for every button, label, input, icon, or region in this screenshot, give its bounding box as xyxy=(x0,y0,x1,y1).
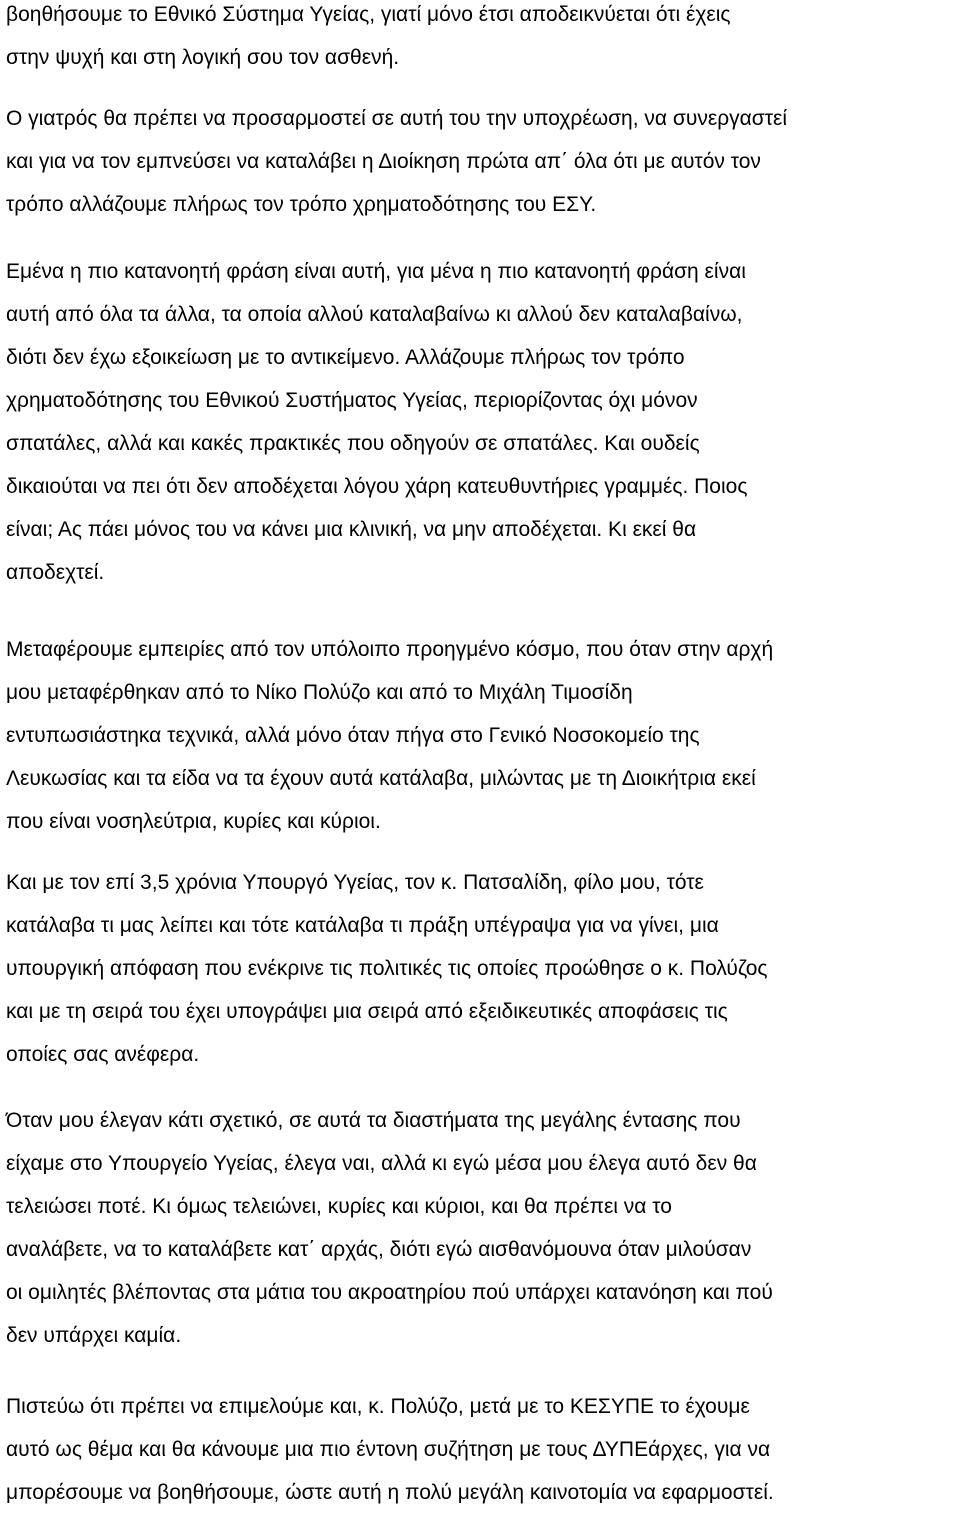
paragraph-7: Πιστεύω ότι πρέπει να επιμελούμε και, κ. Πολύζο, μετά με το ΚΕΣΥΠΕ το έχουμε αυτό ως θέμα και θα κάνουμε μια πιο έντονη συζήτηση με τους ΔΥΠΕάρχες, για να μπορέσουμε να βοηθήσουμε, ώστε αυτή η πολύ μεγάλη καινοτομία να εφαρμοστεί. xyxy=(6,1395,774,1504)
paragraph-3: Εμένα η πιο κατανοητή φράση είναι αυτή, για μένα η πιο κατανοητή φράση είναι αυτή από όλα τα άλλα, τα οποία αλλού καταλαβαίνω κι αλλού δεν καταλαβαίνω, διότι δεν έχω εξοικείωση με το αντικείμενο. Αλλάζουμε πλήρως τον τρόπο χρηματοδότησης του Εθνικού Συστήματος Υγείας, περιορίζοντας όχι μόνον σπατάλες, αλλά και κακές πρακτικές που οδηγούν σε σπατάλες. Και ουδείς δικαιούται να πει ότι δεν αποδέχεται λόγου χάρη κατευθυντήριες γραμμές. Ποιος είναι; Ας πάει μόνος του να κάνει μια κλινική, να μην αποδέχεται. Κι εκεί θα αποδεχτεί. xyxy=(6,260,748,584)
paragraph-1: βοηθήσουμε το Εθνικό Σύστημα Υγείας, γιατί μόνο έτσι αποδεικνύεται ότι έχεις στην ψυχή και στη λογική σου τον ασθενή. xyxy=(6,3,731,69)
paragraph-5: Και με τον επί 3,5 χρόνια Υπουργό Υγείας, τον κ. Πατσαλίδη, φίλο μου, τότε κατάλαβα τι μας λείπει και τότε κατάλαβα τι πράξη υπέγραψα για να γίνει, μια υπουργική απόφαση που ενέκρινε τις πολιτικές τις οποίες προώθησε ο κ. Πολύζος και με τη σειρά του έχει υπογράψει μια σειρά από εξειδικευτικές αποφάσεις τις οποίες σας ανέφερα. xyxy=(6,871,768,1066)
paragraph-6: Όταν μου έλεγαν κάτι σχετικό, σε αυτά τα διαστήματα της μεγάλης έντασης που είχαμε στο Υπουργείο Υγείας, έλεγα ναι, αλλά κι εγώ μέσα μου έλεγα αυτό δεν θα τελειώσει ποτέ. Κι όμως τελειώνει, κυρίες και κύριοι, και θα πρέπει να το αναλάβετε, να το καταλάβετε κατ΄ αρχάς, διότι εγώ αισθανόμουνα όταν μιλούσαν οι ομιλητές βλέποντας στα μάτια του ακροατηρίου πού υπάρχει κατανόηση και πού δεν υπάρχει καμία. xyxy=(6,1109,773,1347)
paragraph-2: Ο γιατρός θα πρέπει να προσαρμοστεί σε αυτή του την υποχρέωση, να συνεργαστεί και για να τον εμπνεύσει να καταλάβει η Διοίκηση πρώτα απ΄ όλα ότι με αυτόν τον τρόπο αλλάζουμε πλήρως τον τρόπο χρηματοδότησης του ΕΣΥ. xyxy=(6,107,788,216)
paragraph-4: Μεταφέρουμε εμπειρίες από τον υπόλοιπο προηγμένο κόσμο, που όταν στην αρχή μου μεταφέρθηκαν από το Νίκο Πολύζο και από το Μιχάλη Τιμοσίδη εντυπωσιάστηκα τεχνικά, αλλά μόνο όταν πήγα στο Γενικό Νοσοκομείο της Λευκωσίας και τα είδα να τα έχουν αυτά κατάλαβα, μιλώντας με τη Διοικήτρια εκεί που είναι νοσηλεύτρια, κυρίες και κύριοι. xyxy=(6,638,774,833)
